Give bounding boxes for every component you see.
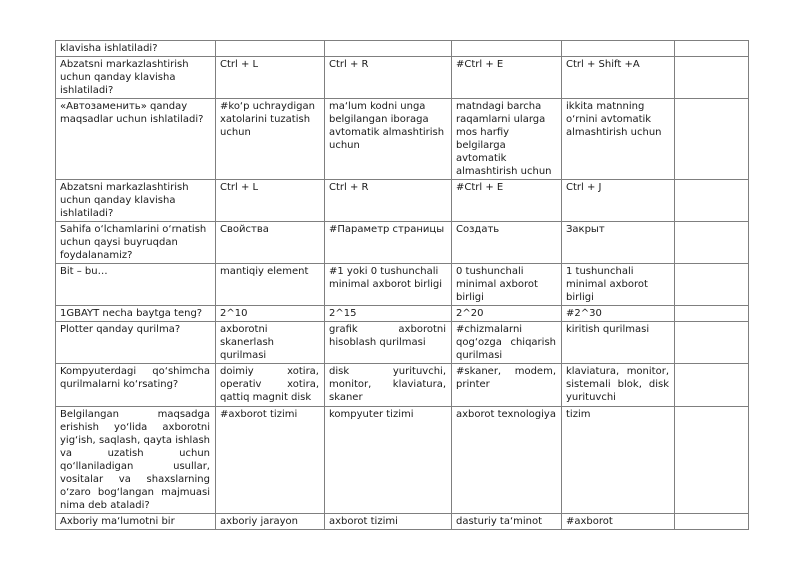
- empty-cell: [675, 99, 749, 180]
- option-b-cell: kompyuter tizimi: [325, 407, 452, 514]
- option-d-cell: #axborot: [562, 514, 675, 530]
- empty-cell: [675, 41, 749, 57]
- option-a-cell: mantiqiy element: [216, 264, 325, 306]
- option-a-cell: Ctrl + L: [216, 180, 325, 222]
- option-c-cell: [452, 41, 562, 57]
- question-cell: Axboriy ma‘lumotni bir: [56, 514, 216, 530]
- table-row: [56, 99, 749, 180]
- option-d-cell: Ctrl + J: [562, 180, 675, 222]
- option-a-cell: #ko‘p uchraydigan xatolarini tuzatish uchun: [216, 99, 325, 180]
- option-a-cell: doimiy xotira, operativ xotira, qattiq magnit disk: [216, 364, 325, 407]
- question-cell: klavisha ishlatiladi?: [56, 41, 216, 57]
- option-b-cell: disk yurituvchi, monitor, klaviatura, skaner: [325, 364, 452, 407]
- option-c-cell: 0 tushunchali minimal axborot birligi: [452, 264, 562, 306]
- option-a-cell: axborotni skanerlash qurilmasi: [216, 322, 325, 364]
- option-d-cell: Закрыт: [562, 222, 675, 264]
- option-b-cell: 2^15: [325, 306, 452, 322]
- empty-cell: [675, 222, 749, 264]
- empty-cell: [675, 306, 749, 322]
- option-c-cell: dasturiy ta‘minot: [452, 514, 562, 530]
- option-b-cell: Ctrl + R: [325, 57, 452, 99]
- question-cell: Plotter qanday qurilma?: [56, 322, 216, 364]
- table-row: [56, 322, 749, 364]
- option-b-cell: axborot tizimi: [325, 514, 452, 530]
- empty-cell: [675, 264, 749, 306]
- option-b-cell: Ctrl + R: [325, 180, 452, 222]
- table-row: [56, 306, 749, 322]
- table-row: [56, 407, 749, 514]
- option-b-cell: ma‘lum kodni unga belgilangan iboraga avtomatik almashtirish uchun: [325, 99, 452, 180]
- option-a-cell: Ctrl + L: [216, 57, 325, 99]
- option-d-cell: klaviatura, monitor, sistemali blok, disk yurituvchi: [562, 364, 675, 407]
- question-cell: Bit – bu…: [56, 264, 216, 306]
- option-a-cell: #axborot tizimi: [216, 407, 325, 514]
- option-c-cell: axborot texnologiya: [452, 407, 562, 514]
- table-row: [56, 41, 749, 57]
- table-row: [56, 364, 749, 407]
- question-cell: Abzatsni markazlashtirish uchun qanday klavisha ishlatiladi?: [56, 57, 216, 99]
- question-cell: «Автозаменить» qanday maqsadlar uchun ishlatiladi?: [56, 99, 216, 180]
- option-d-cell: Ctrl + Shift +A: [562, 57, 675, 99]
- option-c-cell: #Ctrl + E: [452, 57, 562, 99]
- option-c-cell: matndagi barcha raqamlarni ularga mos harfiy belgilarga avtomatik almashtirish uchun: [452, 99, 562, 180]
- empty-cell: [675, 407, 749, 514]
- option-d-cell: #2^30: [562, 306, 675, 322]
- empty-cell: [675, 364, 749, 407]
- quiz-table: [55, 40, 749, 530]
- option-d-cell: kiritish qurilmasi: [562, 322, 675, 364]
- question-cell: Sahifa o‘lchamlarini o‘rnatish uchun qaysi buyruqdan foydalanamiz?: [56, 222, 216, 264]
- table-row: [56, 514, 749, 530]
- option-d-cell: tizim: [562, 407, 675, 514]
- empty-cell: [675, 322, 749, 364]
- empty-cell: [675, 57, 749, 99]
- option-a-cell: axboriy jarayon: [216, 514, 325, 530]
- option-d-cell: ikkita matnning o‘rnini avtomatik almashtirish uchun: [562, 99, 675, 180]
- option-c-cell: #skaner, modem, printer: [452, 364, 562, 407]
- option-a-cell: 2^10: [216, 306, 325, 322]
- option-b-cell: #Параметр страницы: [325, 222, 452, 264]
- option-b-cell: [325, 41, 452, 57]
- option-a-cell: [216, 41, 325, 57]
- empty-cell: [675, 514, 749, 530]
- question-cell: Belgilangan maqsadga erishish yo‘lida axborotni yig‘ish, saqlash, qayta ishlash va uzatish uchun qo‘llaniladigan usullar, vositalar va shaxslarning o‘zaro bog‘langan majmuasi nima deb ataladi?: [56, 407, 216, 514]
- option-d-cell: 1 tushunchali minimal axborot birligi: [562, 264, 675, 306]
- table-row: [56, 222, 749, 264]
- table-row: [56, 264, 749, 306]
- option-d-cell: [562, 41, 675, 57]
- question-cell: 1GBAYT necha baytga teng?: [56, 306, 216, 322]
- option-c-cell: #chizmalarni qog‘ozga chiqarish qurilmasi: [452, 322, 562, 364]
- question-cell: Abzatsni markazlashtirish uchun qanday klavisha ishlatiladi?: [56, 180, 216, 222]
- table-row: [56, 180, 749, 222]
- option-c-cell: 2^20: [452, 306, 562, 322]
- option-a-cell: Свойства: [216, 222, 325, 264]
- option-c-cell: Создать: [452, 222, 562, 264]
- option-b-cell: grafik axborotni hisoblash qurilmasi: [325, 322, 452, 364]
- option-b-cell: #1 yoki 0 tushunchali minimal axborot birligi: [325, 264, 452, 306]
- table-row: [56, 57, 749, 99]
- option-c-cell: #Ctrl + E: [452, 180, 562, 222]
- empty-cell: [675, 180, 749, 222]
- question-cell: Kompyuterdagi qo‘shimcha qurilmalarni ko‘rsating?: [56, 364, 216, 407]
